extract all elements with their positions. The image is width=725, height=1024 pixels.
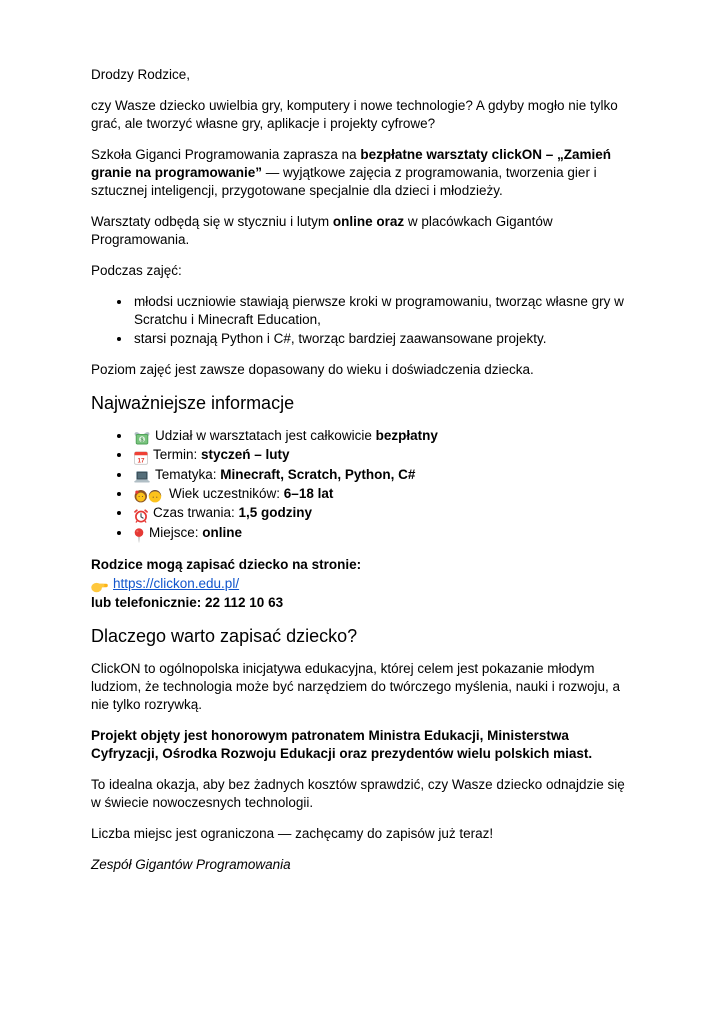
- info-item-term: [132, 446, 634, 464]
- signature: Zespół Gigantów Programowania: [91, 856, 291, 872]
- schedule-run-normal: Warsztaty odbędą się w styczniu i lutym: [91, 214, 333, 229]
- svg-text:$: • $: [140, 437, 144, 444]
- girl-and-boy-icon: [134, 489, 162, 503]
- list-item-younger: • młodsi uczniowie stawiają pierwsze kroki w programowaniu, tworząc własne gry w Scratchu i Minecraft Education,: [132, 293, 634, 329]
- during-list: [91, 293, 634, 348]
- greeting: Drodzy Rodzice,: [91, 67, 191, 82]
- info-label: Czas trwania:: [153, 505, 239, 521]
- info-value: 1,5 godziny: [238, 505, 313, 521]
- schedule-run-bold: online oraz: [332, 214, 405, 229]
- info-value: styczeń – luty: [201, 447, 290, 463]
- info-label: Termin:: [153, 447, 202, 463]
- info-item-duration: [132, 504, 634, 522]
- signup-phone: lub telefonicznie: 22 112 10 63: [91, 594, 284, 610]
- paragraph-ideal: To idealna okazja, aby bez żadnych kosztów sprawdzić, czy Wasze dziecko odnajdzie się w świecie nowoczesnych technologii.: [91, 776, 625, 810]
- paragraph-level: Poziom zajęć jest zawsze dopasowany do wieku i doświadczenia dziecka.: [91, 362, 534, 377]
- heading-key-info: Najważniejsze informacje: [91, 393, 295, 413]
- info-value: online: [202, 524, 243, 540]
- svg-text:17: • 17: [137, 457, 145, 465]
- info-label: Tematyka:: [155, 466, 221, 482]
- paragraph-about: ClickON to ogólnopolska inicjatywa edukacyjna, której celem jest pokazanie młodym ludziom, że technologia może być narzędziem do twórczego myślenia, nauki i rozwoju, a nie tylko rozrywką.: [91, 660, 621, 712]
- schedule-run-normal-2: w placówkach Gigantów Programowania.: [91, 214, 553, 247]
- list-item-older: • starsi poznają Python i C#, tworząc bardziej zaawansowane projekty.: [132, 330, 634, 348]
- round-pushpin-icon: [134, 528, 144, 543]
- signup-link[interactable]: https://clickon.edu.pl/: [113, 575, 240, 591]
- info-value: Minecraft, Scratch, Python, C#: [220, 466, 416, 482]
- info-item-place: [132, 524, 634, 543]
- invite-run-bold: bezpłatne warsztaty clickON – „Zamień granie na programowanie”: [91, 147, 611, 180]
- info-label: Miejsce:: [149, 524, 203, 540]
- invite-run-normal: Szkoła Giganci Programowania zaprasza na: [91, 147, 361, 162]
- signup-link-line: [91, 575, 634, 593]
- info-list: [91, 427, 634, 543]
- paragraph-invite: [91, 146, 634, 200]
- paragraph-during-label: Podczas zajęć:: [91, 263, 182, 278]
- pointing-right-icon: [91, 580, 108, 593]
- alarm-clock-icon: [134, 509, 148, 523]
- signup-heading: Rodzice mogą zapisać dziecko na stronie:: [91, 556, 362, 572]
- paragraph-intro: czy Wasze dziecko uwielbia gry, komputery i nowe technologie? A gdyby mogło nie tylko grać, ale tworzyć własne gry, aplikacje i projekty cyfrowe?: [91, 98, 618, 131]
- heading-why: Dlaczego warto zapisać dziecko?: [91, 625, 358, 646]
- invite-run-normal-2: — wyjątkowe zajęcia z programowania, tworzenia gier i sztucznej inteligencji, przygotowane specjalnie dla dzieci i młodzieży.: [91, 165, 597, 198]
- info-item-price: [132, 427, 634, 445]
- info-item-age: [132, 485, 634, 503]
- paragraph-patronage: Projekt objęty jest honorowym patronatem Ministra Edukacji, Ministerstwa Cyfryzacji, Ośrodka Rozwoju Edukacji oraz prezydentów wielu polskich miast.: [91, 727, 593, 761]
- info-value: bezpłatny: [375, 428, 438, 443]
- info-label: Udział w warsztatach jest całkowicie: [155, 428, 376, 443]
- info-item-topics: [132, 466, 634, 484]
- info-label: Wiek uczestników:: [169, 485, 284, 501]
- paragraph-schedule: [91, 213, 634, 249]
- laptop-icon: [134, 471, 150, 483]
- paragraph-limited: Liczba miejsc jest ograniczona — zachęcamy do zapisów już teraz!: [91, 825, 494, 841]
- money-with-wings-icon: [134, 431, 150, 445]
- calendar-icon: [134, 451, 148, 465]
- info-value: 6–18 lat: [283, 485, 334, 501]
